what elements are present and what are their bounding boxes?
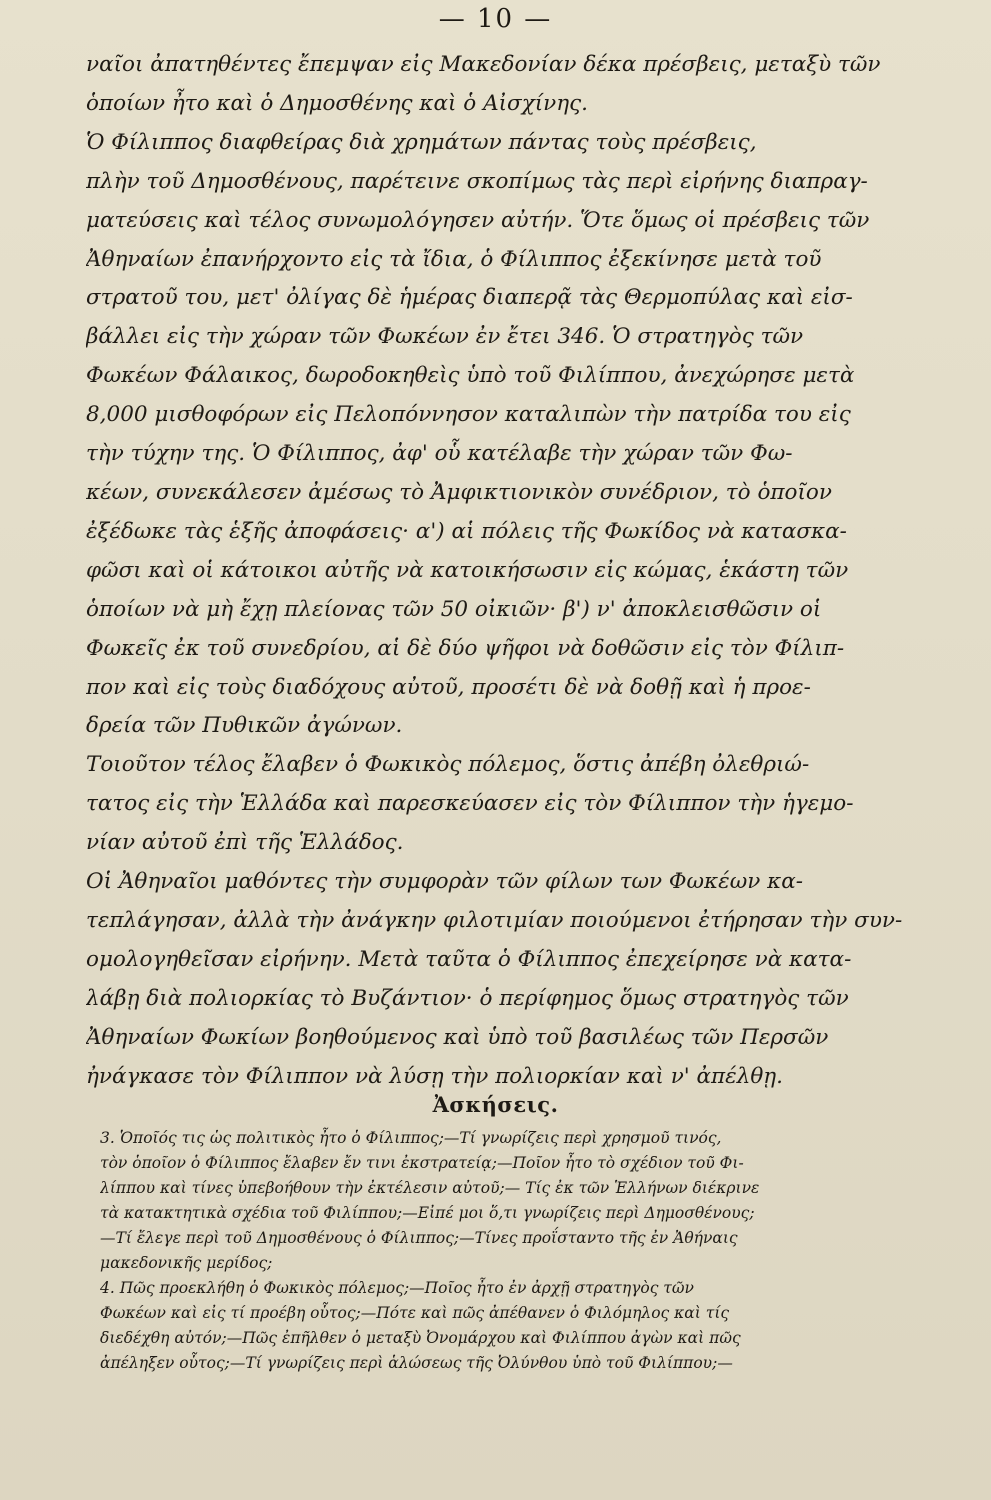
exercise-line: 4. Πῶς προεκλήθη ὁ Φωκικὸς πόλεμος;—Ποῖος ἦτο ἐν ἀρχῇ στρατηγὸς τῶν xyxy=(100,1279,694,1297)
text-line: Τοιοῦτον τέλος ἔλαβεν ὁ Φωκικὸς πόλεμος, ὅστις ἀπέβη ὀλεθριώ- xyxy=(86,752,810,778)
exercise-line: Φωκέων καὶ εἰς τί προέβη οὗτος;—Πότε καὶ πῶς ἀπέθανεν ὁ Φιλόμηλος καὶ τίς xyxy=(100,1304,730,1322)
text-line: πλὴν τοῦ Δημοσθένους, παρέτεινε σκοπίμως τὰς περὶ εἰρήνης διαπραγ- xyxy=(86,168,868,194)
exercise-line: ἀπέληξεν οὗτος;—Τί γνωρίζεις περὶ ἁλώσεως τῆς Ὀλύνθου ὑπὸ τοῦ Φιλίππου;— xyxy=(100,1354,733,1372)
text-line: ὁποίων νὰ μὴ ἔχῃ πλείονας τῶν 50 οἰκιῶν· β') ν' ἀποκλεισθῶσιν οἱ xyxy=(86,596,822,622)
text-line: Οἱ Ἀθηναῖοι μαθόντες τὴν συμφορὰν τῶν φίλων των Φωκέων κα- xyxy=(86,869,804,895)
text-line: 8,000 μισθοφόρων εἰς Πελοπόννησον καταλιπὼν τὴν πατρίδα του εἰς xyxy=(86,402,851,428)
exercise-line: διεδέχθη αὐτόν;—Πῶς ἐπῆλθεν ὁ μεταξὺ Ὀνομάρχου καὶ Φιλίππου ἀγὼν καὶ πῶς xyxy=(100,1329,741,1347)
text-line: ναῖοι ἀπατηθέντες ἔπεμψαν εἰς Μακεδονίαν δέκα πρέσβεις, μεταξὺ τῶν xyxy=(86,52,881,77)
exercise-line: λίππου καὶ τίνες ὑπεβοήθουν τὴν ἐκτέλεσιν αὐτοῦ;— Τίς ἐκ τῶν Ἑλλήνων διέκρινε xyxy=(100,1179,760,1197)
text-line: τὴν τύχην της. Ὁ Φίλιππος, ἀφ' οὗ κατέλαβε τὴν χώραν τῶν Φω- xyxy=(86,441,793,467)
exercises-heading: Ἀσκήσεις. xyxy=(432,1092,559,1117)
text-line: Φωκεῖς ἐκ τοῦ συνεδρίου, αἱ δὲ δύο ψῆφοι νὰ δοθῶσιν εἰς τὸν Φίλιπ- xyxy=(86,635,845,661)
exercises-text xyxy=(100,1126,952,1376)
text-line: ἠνάγκασε τὸν Φίλιππον νὰ λύσῃ τὴν πολιορκίαν καὶ ν' ἀπέλθῃ. xyxy=(86,1063,783,1089)
text-line: Ἀθηναίων ἐπανήρχοντο εἰς τὰ ἴδια, ὁ Φίλιππος ἐξεκίνησε μετὰ τοῦ xyxy=(86,246,822,272)
text-line: λάβῃ διὰ πολιορκίας τὸ Βυζάντιον· ὁ περίφημος ὅμως στρατηγὸς τῶν xyxy=(86,985,849,1011)
text-line: Φωκέων Φάλαικος, δωροδοκηθεὶς ὑπὸ τοῦ Φιλίππου, ἀνεχώρησε μετὰ xyxy=(86,363,855,389)
text-line: Ἀθηναίων Φωκίων βοηθούμενος καὶ ὑπὸ τοῦ βασιλέως τῶν Περσῶν xyxy=(86,1024,829,1050)
exercise-line: μακεδονικῆς μερίδος; xyxy=(100,1254,273,1272)
main-text xyxy=(86,46,948,1096)
exercise-line: τὰ κατακτητικὰ σχέδια τοῦ Φιλίππου;—Εἰπέ μοι ὅ,τι γνωρίζεις περὶ Δημοσθένους; xyxy=(100,1204,755,1222)
text-line: κέων, συνεκάλεσεν ἀμέσως τὸ Ἀμφικτιονικὸν συνέδριον, τὸ ὁποῖον xyxy=(86,479,832,505)
text-line: στρατοῦ του, μετ' ὀλίγας δὲ ἡμέρας διαπερᾷ τὰς Θερμοπύλας καὶ εἰσ- xyxy=(86,285,853,311)
text-line: Ὁ Φίλιππος διαφθείρας διὰ χρημάτων πάντας τοὺς πρέσβεις, xyxy=(86,129,757,155)
exercise-line: —Τί ἔλεγε περὶ τοῦ Δημοσθένους ὁ Φίλιππος;—Τίνες προΐσταντο τῆς ἐν Ἀθήναις xyxy=(100,1229,738,1247)
text-line: ματεύσεις καὶ τέλος συνωμολόγησεν αὐτήν. Ὅτε ὅμως οἱ πρέσβεις τῶν xyxy=(86,207,870,233)
text-line: βάλλει εἰς τὴν χώραν τῶν Φωκέων ἐν ἔτει 346. Ὁ στρατηγὸς τῶν xyxy=(86,324,804,350)
page-number: — 10 — xyxy=(438,4,553,34)
text-line: ὁποίων ἦτο καὶ ὁ Δημοσθένης καὶ ὁ Αἰσχίνης. xyxy=(86,90,588,116)
text-line: ἐξέδωκε τὰς ἑξῆς ἀποφάσεις· α') αἱ πόλεις τῆς Φωκίδος νὰ κατασκα- xyxy=(86,518,847,544)
text-line: δρεία τῶν Πυθικῶν ἀγώνων. xyxy=(86,713,403,739)
text-line: τεπλάγησαν, ἀλλὰ τὴν ἀνάγκην φιλοτιμίαν ποιούμενοι ἐτήρησαν τὴν συν- xyxy=(86,907,903,933)
text-line: ομολογηθεῖσαν εἰρήνην. Μετὰ ταῦτα ὁ Φίλιππος ἐπεχείρησε νὰ κατα- xyxy=(86,946,852,972)
text-line: τατος εἰς τὴν Ἑλλάδα καὶ παρεσκεύασεν εἰς τὸν Φίλιππον τὴν ἡγεμο- xyxy=(86,791,854,817)
text-line: φῶσι καὶ οἱ κάτοικοι αὐτῆς νὰ κατοικήσωσιν εἰς κώμας, ἑκάστη τῶν xyxy=(86,557,849,583)
exercise-line: τὸν ὁποῖον ὁ Φίλιππος ἔλαβεν ἔν τινι ἐκστρατείᾳ;—Ποῖον ἦτο τὸ σχέδιον τοῦ Φι- xyxy=(100,1154,744,1172)
text-line: νίαν αὐτοῦ ἐπὶ τῆς Ἑλλάδος. xyxy=(86,830,404,856)
text-line: πον καὶ εἰς τοὺς διαδόχους αὐτοῦ, προσέτι δὲ νὰ δοθῇ καὶ ἡ προε- xyxy=(86,674,811,700)
exercise-line: 3. Ὁποῖός τις ὡς πολιτικὸς ἦτο ὁ Φίλιππος;—Τί γνωρίζεις περὶ χρησμοῦ τινός, xyxy=(100,1129,722,1147)
